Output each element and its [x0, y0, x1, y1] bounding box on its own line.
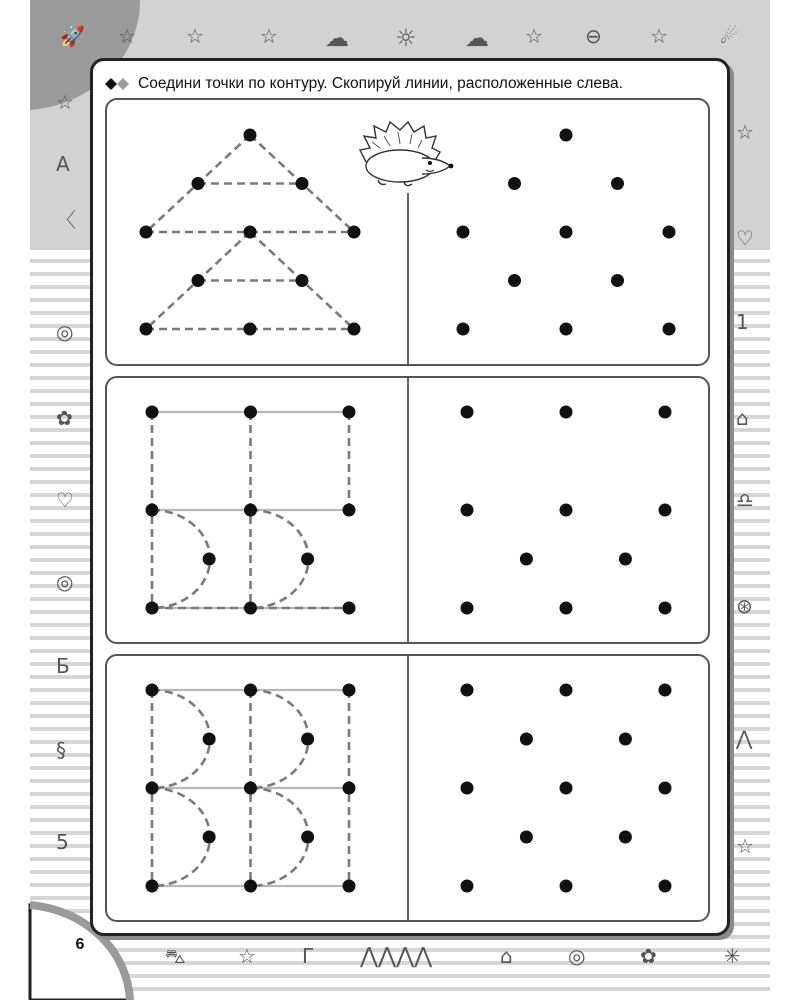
- letter-g-icon: Г: [302, 944, 315, 968]
- heart-icon: ♡: [736, 226, 754, 250]
- spiral-icon: ◎: [56, 570, 74, 594]
- house-icon: ⌂: [736, 406, 749, 430]
- ufo-icon: ⊖: [585, 24, 602, 48]
- panel-3-divider: [407, 656, 409, 920]
- wave-icon: §: [56, 738, 66, 762]
- star-icon: ☆: [736, 120, 754, 144]
- sun-icon: ☼: [395, 24, 417, 52]
- rocket-icon: 🚀: [60, 24, 85, 48]
- letter-a-icon: A: [56, 152, 70, 176]
- shooting-star-icon: ☄: [720, 24, 738, 48]
- diamond-arrow-icon: [104, 77, 132, 91]
- flower-icon: ✿: [56, 406, 73, 430]
- star-icon: ☆: [118, 24, 136, 48]
- star-icon: ☆: [238, 944, 256, 968]
- spiral-icon: ◎: [568, 944, 586, 968]
- star-icon: ☆: [260, 24, 278, 48]
- zigzag-icon: 〈: [56, 208, 76, 232]
- instruction: [104, 73, 704, 95]
- fir-tree-icon: ⋀: [736, 726, 753, 750]
- page-number: 6: [75, 936, 85, 953]
- star-icon: ☆: [525, 24, 543, 48]
- digit-five-icon: 5: [56, 830, 69, 854]
- house-icon: ⌂: [500, 944, 513, 968]
- star-icon: ☆: [650, 24, 668, 48]
- digit-one-icon: 1: [736, 310, 749, 334]
- spiral-icon: ◎: [56, 320, 74, 344]
- ornament-icon: ⊛: [736, 594, 753, 618]
- letter-b-icon: Б: [56, 654, 70, 678]
- star-icon: ☆: [736, 834, 754, 858]
- bell-icon: ♎: [736, 488, 754, 512]
- flower-icon: ✿: [640, 944, 657, 968]
- spider-web-icon: ✳: [724, 944, 741, 968]
- panel-2-divider: [407, 378, 409, 642]
- star-icon: ☆: [186, 24, 204, 48]
- cloud-icon: ☁: [465, 24, 489, 52]
- heart-icon: ♡: [56, 488, 74, 512]
- cloud-icon: ☁: [325, 24, 349, 52]
- car-icon: ⛍: [165, 944, 186, 968]
- zigzag-icon: ⋀⋀⋀⋀: [360, 944, 433, 969]
- star-icon: ☆: [56, 90, 74, 114]
- panel-1-divider: [407, 193, 409, 364]
- instruction-text: Соедини точки по контуру. Скопируй линии, расположенные слева.: [138, 75, 623, 92]
